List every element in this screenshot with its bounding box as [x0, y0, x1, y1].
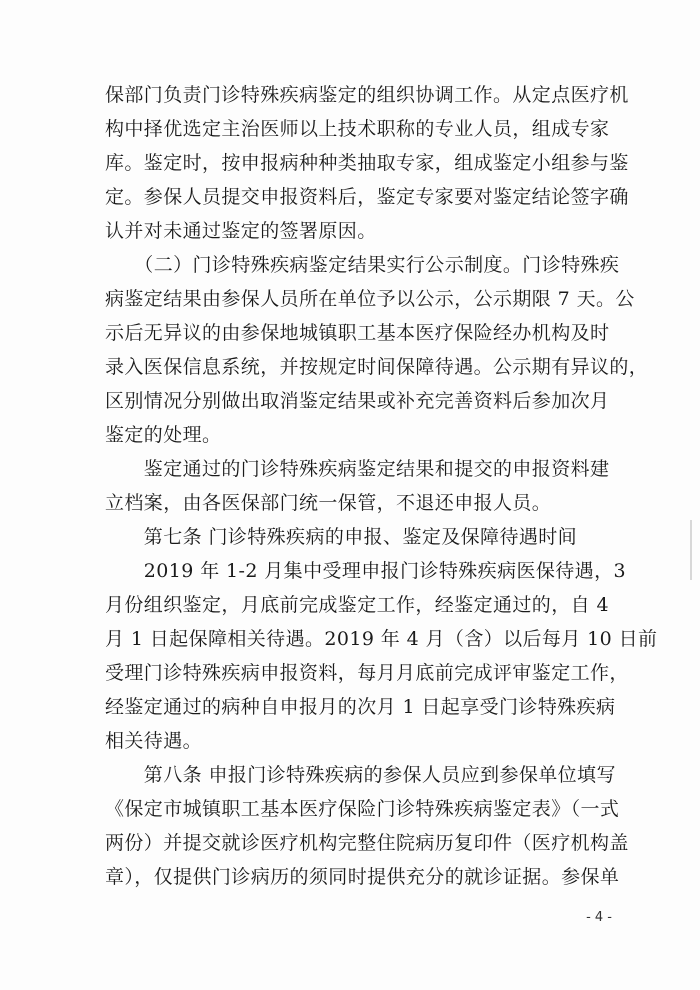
text-line: 保部门负责门诊特殊疾病鉴定的组织协调工作。从定点医疗机	[105, 84, 629, 106]
text-line: 两份）并提交就诊医疗机构完整住院病历复印件（医疗机构盖	[105, 832, 629, 854]
text-line: 鉴定的处理。	[105, 424, 222, 446]
text-line: 定。参保人员提交申报资料后，鉴定专家要对鉴定结论签字确	[105, 186, 629, 208]
text-line: 区别情况分别做出取消鉴定结果或补充完善资料后参加次月	[105, 390, 610, 412]
text-line: 立档案，由各医保部门统一保管，不退还申报人员。	[105, 492, 552, 514]
text-line: 构中择优选定主治医师以上技术职称的专业人员，组成专家	[105, 118, 610, 140]
body-text	[105, 78, 658, 894]
page-number: - 4 -	[586, 910, 612, 925]
text-line: 受理门诊特殊疾病申报资料，每月月底前完成评审鉴定工作，	[105, 662, 629, 684]
text-line: 病鉴定结果由参保人员所在单位予以公示，公示期限 7 天。公	[105, 288, 635, 310]
article-heading: 第七条 门诊特殊疾病的申报、鉴定及保障待遇时间	[105, 526, 578, 548]
text-line: 录入医保信息系统，并按规定时间保障待遇。公示期有异议的，	[105, 356, 649, 378]
text-line: 相关待遇。	[105, 730, 203, 752]
text-line: 库。鉴定时，按申报病种种类抽取专家，组成鉴定小组参与鉴	[105, 152, 629, 174]
text-line: 鉴定通过的门诊特殊疾病鉴定结果和提交的申报资料建	[105, 458, 610, 480]
text-line: 2019 年 1-2 月集中受理申报门诊特殊疾病医保待遇，3	[105, 560, 626, 582]
text-line: 认并对未通过鉴定的签署原因。	[105, 220, 377, 242]
text-line: （二）门诊特殊疾病鉴定结果实行公示制度。门诊特殊疾	[105, 254, 620, 276]
text-line: 章），仅提供门诊病历的须同时提供充分的就诊证据。参保单	[105, 866, 620, 888]
text-line: 月份组织鉴定，月底前完成鉴定工作，经鉴定通过的，自 4	[105, 594, 609, 616]
text-line: 《保定市城镇职工基本医疗保险门诊特殊疾病鉴定表》（一式	[105, 798, 620, 820]
text-line: 第八条 申报门诊特殊疾病的参保人员应到参保单位填写	[105, 764, 616, 786]
text-line: 经鉴定通过的病种自申报月的次月 1 日起享受门诊特殊疾病	[105, 696, 616, 718]
text-line: 月 1 日起保障相关待遇。2019 年 4 月（含）以后每月 10 日前	[105, 628, 658, 650]
text-line: 示后无异议的由参保地城镇职工基本医疗保险经办机构及时	[105, 322, 610, 344]
scan-edge-mark	[690, 520, 692, 580]
